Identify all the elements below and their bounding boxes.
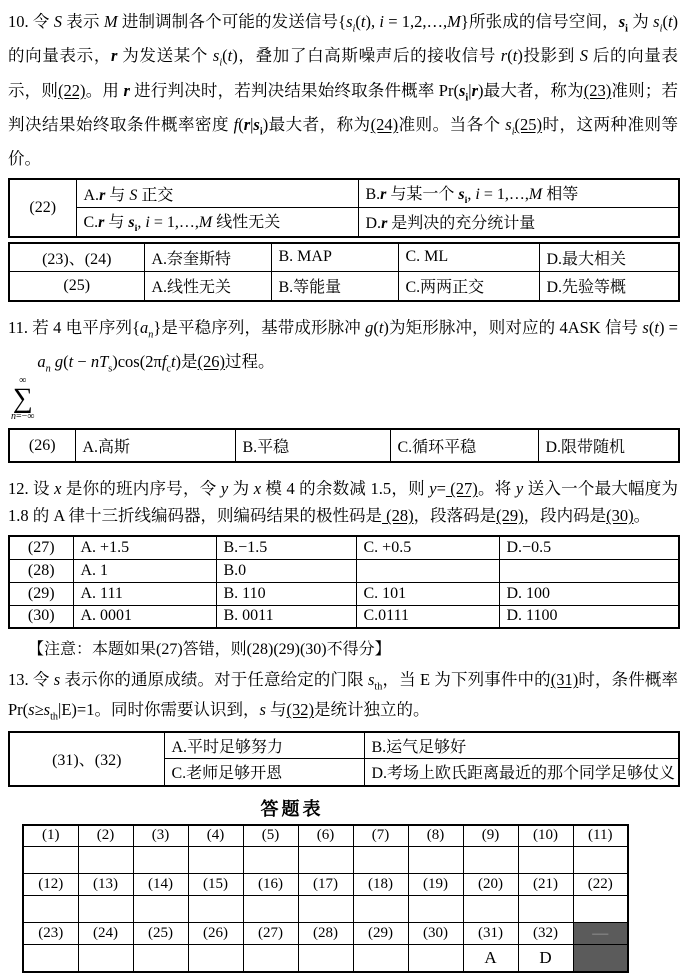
question-number-cell: (8)	[408, 825, 463, 847]
table-row	[9, 559, 679, 582]
table-row	[9, 179, 679, 208]
blank-label-31-32: (31)、(32)	[9, 732, 164, 786]
answer-grid-answer-row	[23, 847, 628, 874]
answer-cell	[133, 945, 188, 972]
question-11: 11. 若 4 电平序列$\{a_n\}$是平稳序列，基带成形脉冲 g(t)为矩形脉冲，则对应的 4ASK 信号 s(t) = ∞ ∑ n=−∞ $a_n$ $g(t - nT_s)\cos(2\pi f_ct)$是(26)过程。	[8, 317, 678, 423]
option-2324-d: D.最大相关	[539, 243, 679, 272]
blocked-cell: —	[573, 923, 628, 945]
answer-cell	[298, 847, 353, 874]
answer-cell	[518, 847, 573, 874]
option-25-c: C.两两正交	[398, 272, 539, 301]
option-22-b: B.r 与某一个 $s_i$, i = 1,…,M 相等	[358, 179, 679, 208]
answer-cell	[243, 945, 298, 972]
options-table-23-25	[8, 242, 680, 302]
question-number-cell: (27)	[243, 923, 298, 945]
answer-cell	[518, 896, 573, 923]
answer-grid-answer-row	[23, 945, 628, 972]
option-30-c: C.0111	[356, 605, 499, 628]
answer-cell	[353, 896, 408, 923]
option-26-b: B.平稳	[235, 429, 390, 462]
question-number-cell: (18)	[353, 874, 408, 896]
question-number-cell: (24)	[78, 923, 133, 945]
option-22-d: D.r 是判决的充分统计量	[358, 208, 679, 237]
table-row	[9, 243, 679, 272]
options-table-22	[8, 178, 680, 237]
answer-cell	[408, 945, 463, 972]
answer-cell	[78, 896, 133, 923]
option-25-a: A.线性无关	[144, 272, 271, 301]
answer-cell	[133, 896, 188, 923]
answer-grid-answer-row	[23, 896, 628, 923]
option-22-c: C.r 与 $s_i$, i = 1,…,M 线性无关	[76, 208, 358, 237]
answer-cell	[463, 896, 518, 923]
question-12: 12. 设 x 是你的班内序号，令 y 为 x 模 4 的余数减 1.5，则 y= (27)。将 y 送入一个最大幅度为 1.8 的 A 律十三折线编码器，则编码结果的极性码是 (28)，段落码是(29)，段内码是(30)。	[8, 479, 679, 526]
table-row	[9, 429, 679, 462]
option-28-d	[499, 559, 679, 582]
question-number-cell: (5)	[243, 825, 298, 847]
option-26-a: A.高斯	[75, 429, 235, 462]
question-number-cell: (12)	[23, 874, 78, 896]
answer-cell	[463, 847, 518, 874]
option-27-d: D.−0.5	[499, 536, 679, 559]
question-number-cell: (23)	[23, 923, 78, 945]
option-29-d: D. 100	[499, 582, 679, 605]
answer-cell	[23, 847, 78, 874]
question-number-cell: (13)	[78, 874, 133, 896]
option-28-b: B.0	[216, 559, 356, 582]
option-25-b: B.等能量	[271, 272, 398, 301]
option-29-b: B. 110	[216, 582, 356, 605]
question-13: 13. 令 s 表示你的通原成绩。对于任意给定的门限 $s_{th}$，当 E 为下列事件中的(31)时，条件概率 $Pr(s\ge s_{th}|E)=1$。同时你需要认识到，s 与(32)是统计独立的。	[8, 670, 679, 723]
table-row	[9, 732, 679, 759]
option-27-c: C. +0.5	[356, 536, 499, 559]
question-number-cell: (2)	[78, 825, 133, 847]
answer-cell	[573, 896, 628, 923]
option-3132-c: C.老师足够开恩	[164, 759, 364, 786]
question-number-cell: (17)	[298, 874, 353, 896]
table-row	[9, 605, 679, 628]
question-number-cell: (28)	[298, 923, 353, 945]
question-number-cell: (32)	[518, 923, 573, 945]
answer-grid-label-row	[23, 825, 628, 847]
option-3132-d: D.考场上欧氏距离最近的那个同学足够仗义	[364, 759, 679, 786]
table-row	[9, 208, 679, 237]
option-29-a: A. 111	[73, 582, 216, 605]
option-26-d: D.限带随机	[538, 429, 679, 462]
question-number-cell: (15)	[188, 874, 243, 896]
option-27-b: B.−1.5	[216, 536, 356, 559]
option-29-c: C. 101	[356, 582, 499, 605]
blank-label-29: (29)	[9, 582, 73, 605]
question-number-cell: (10)	[518, 825, 573, 847]
options-table-27-30	[8, 535, 680, 629]
answer-cell	[573, 847, 628, 874]
blank-label-27: (27)	[9, 536, 73, 559]
option-2324-a: A.奈奎斯特	[144, 243, 271, 272]
answer-grid	[22, 824, 629, 973]
answer-cell	[78, 847, 133, 874]
option-26-c: C.循环平稳	[390, 429, 538, 462]
option-27-a: A. +1.5	[73, 536, 216, 559]
question-number-cell: (11)	[573, 825, 628, 847]
answer-cell	[298, 945, 353, 972]
blank-label-26: (26)	[9, 429, 75, 462]
answer-cell: D	[518, 945, 573, 972]
option-22-a: A.r 与 S 正交	[76, 179, 358, 208]
option-2324-b: B. MAP	[271, 243, 398, 272]
answer-cell	[408, 847, 463, 874]
answer-grid-label-row	[23, 874, 628, 896]
answer-grid-body	[23, 825, 628, 972]
question-number-cell: (16)	[243, 874, 298, 896]
question-number-cell: (4)	[188, 825, 243, 847]
question-number-cell: (26)	[188, 923, 243, 945]
blank-label-28: (28)	[9, 559, 73, 582]
blank-label-25: (25)	[9, 272, 144, 301]
question-number-cell: (22)	[573, 874, 628, 896]
blocked-cell	[573, 945, 628, 972]
question-number-cell: (25)	[133, 923, 188, 945]
question-number-cell: (9)	[463, 825, 518, 847]
question-10: 10. 令 S 表示 M 进制调制各个可能的发送信号{$s_i(t)$, i = 1,2,…,M}所张成的信号空间，$s_i$ 为 $s_i(t)$的向量表示，r 为发送某个 $s_i(t)$，叠加了白高斯噪声后的接收信号 r(t)投影到 S 后的向量表示，则(22)。用 r 进行判决时，若判决结果始终取条件概率 $Pr(s_i|r)$最大者，称为(23)准则；若判决结果始终取条件概率密度 $f(r|s_i)$最大者，称为(24)准则。当各个 $s_i(25)$时，这两种准则等价。	[8, 12, 679, 169]
question-number-cell: (29)	[353, 923, 408, 945]
option-28-a: A. 1	[73, 559, 216, 582]
answer-cell	[243, 896, 298, 923]
question-number-cell: (31)	[463, 923, 518, 945]
blank-label-23-24: (23)、(24)	[9, 243, 144, 272]
option-3132-a: A.平时足够努力	[164, 732, 364, 759]
question-number-cell: (20)	[463, 874, 518, 896]
answer-cell	[353, 847, 408, 874]
question-number-cell: (6)	[298, 825, 353, 847]
question-number-cell: (3)	[133, 825, 188, 847]
option-28-c	[356, 559, 499, 582]
blank-label-30: (30)	[9, 605, 73, 628]
answer-cell	[298, 896, 353, 923]
answer-cell	[133, 847, 188, 874]
answer-cell	[188, 847, 243, 874]
question-number-cell: (14)	[133, 874, 188, 896]
options-table-31-32	[8, 731, 680, 787]
option-30-b: B. 0011	[216, 605, 356, 628]
answer-cell	[188, 896, 243, 923]
question-number-cell: (21)	[518, 874, 573, 896]
answer-cell	[188, 945, 243, 972]
question-number-cell: (1)	[23, 825, 78, 847]
answer-cell: A	[463, 945, 518, 972]
answer-cell	[408, 896, 463, 923]
answer-cell	[23, 896, 78, 923]
answer-cell	[23, 945, 78, 972]
answer-grid-label-row	[23, 923, 628, 945]
answer-table-title: 答题表	[260, 798, 324, 819]
question-number-cell: (7)	[353, 825, 408, 847]
answer-cell	[353, 945, 408, 972]
option-30-a: A. 0001	[73, 605, 216, 628]
question-number-cell: (19)	[408, 874, 463, 896]
question-number-cell: (30)	[408, 923, 463, 945]
blank-label-22: (22)	[9, 179, 76, 236]
scoring-note: 【注意：本题如果(27)答错，则(28)(29)(30)不得分】	[28, 641, 391, 659]
answer-cell	[243, 847, 298, 874]
answer-cell	[78, 945, 133, 972]
option-2324-c: C. ML	[398, 243, 539, 272]
table-row	[9, 582, 679, 605]
option-3132-b: B.运气足够好	[364, 732, 679, 759]
table-row	[9, 272, 679, 301]
option-25-d: D.先验等概	[539, 272, 679, 301]
table-row	[9, 536, 679, 559]
options-table-26	[8, 428, 680, 463]
option-30-d: D. 1100	[499, 605, 679, 628]
